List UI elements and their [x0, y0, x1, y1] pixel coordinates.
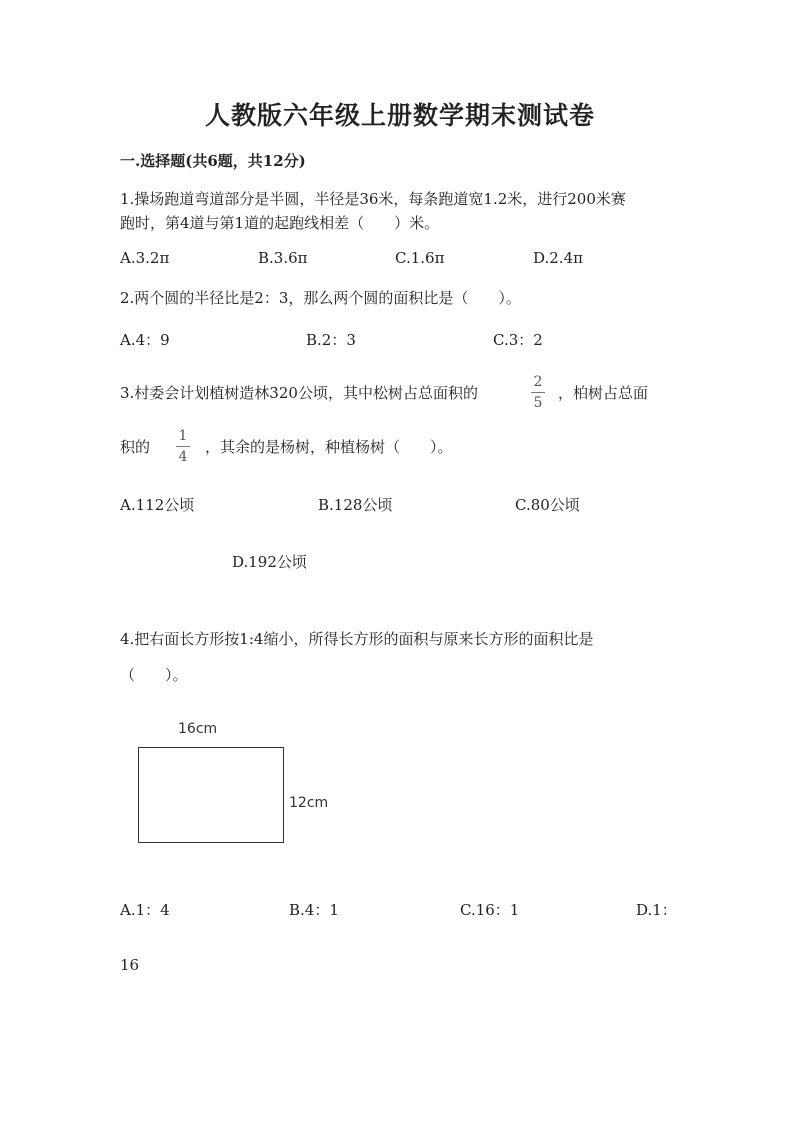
- fraction-bar: [531, 392, 545, 393]
- question-1-option-c: C.1.6π: [395, 249, 445, 267]
- question-2-option-c: C.3：2: [493, 331, 543, 349]
- question-3-option-a: A.112公顷: [120, 496, 195, 514]
- question-2-line-1: 2.两个圆的半径比是2：3，那么两个圆的面积比是（ ）。: [120, 289, 521, 307]
- question-4-option-b: B.4：1: [289, 901, 339, 919]
- question-4-option-a: A.1：4: [120, 901, 170, 919]
- fraction-bar: [176, 446, 190, 447]
- question-2-option-b: B.2：3: [306, 331, 356, 349]
- question-3-option-b: B.128公顷: [318, 496, 393, 514]
- fraction-numerator: 1: [178, 428, 188, 444]
- question-3-line-2a: 积的: [120, 438, 151, 456]
- question-3-option-c: C.80公顷: [515, 496, 580, 514]
- question-4-line-2: （ ）。: [120, 666, 188, 684]
- question-4-line-1: 4.把右面长方形按1:4缩小，所得长方形的面积与原来长方形的面积比是: [120, 630, 594, 648]
- section-heading: 一.选择题(共6题，共12分): [120, 152, 306, 170]
- question-3-line-1a: 3.村委会计划植树造林320公顷，其中松树占总面积的: [120, 384, 478, 402]
- fraction-numerator: 2: [533, 374, 543, 390]
- fraction-denominator: 5: [533, 395, 543, 411]
- question-3-option-d: D.192公顷: [232, 553, 307, 571]
- rectangle-figure: [138, 747, 284, 843]
- rectangle-width-label: 16cm: [178, 721, 218, 737]
- question-1-option-b: B.3.6π: [258, 249, 308, 267]
- question-4-option-d-continued: 16: [120, 956, 140, 974]
- fraction-denominator: 4: [178, 449, 188, 465]
- question-1-line-2: 跑时，第4道与第1道的起跑线相差（ ）米。: [120, 214, 440, 232]
- fraction-two-fifths: [527, 374, 549, 411]
- question-1-line-1: 1.操场跑道弯道部分是半圆，半径是36米，每条跑道宽1.2米，进行200米赛: [120, 190, 626, 208]
- question-1-option-a: A.3.2π: [120, 249, 170, 267]
- question-3-line-2b: ，其余的是杨树，种植杨树（ ）。: [205, 438, 453, 456]
- question-1-option-d: D.2.4π: [533, 249, 583, 267]
- page-title: 人教版六年级上册数学期末测试卷: [204, 101, 595, 130]
- fraction-one-quarter: [172, 428, 194, 465]
- question-2-option-a: A.4：9: [120, 331, 170, 349]
- rectangle-height-label: 12cm: [289, 795, 329, 811]
- question-4-option-c: C.16：1: [460, 901, 520, 919]
- question-4-option-d: D.1：: [636, 901, 677, 919]
- question-3-line-1b: ，柏树占总面: [558, 384, 649, 402]
